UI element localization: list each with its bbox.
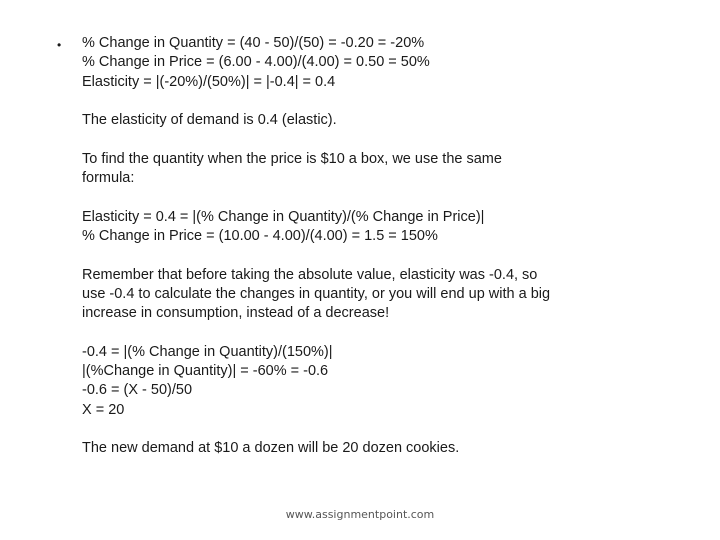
footer-website: www.assignmentpoint.com xyxy=(285,508,435,521)
text-line: To find the quantity when the price is $10 a box, we use the same xyxy=(82,150,502,167)
text-line: formula: xyxy=(82,170,135,187)
text-line: Remember that before taking the absolute value, elasticity was -0.4, so xyxy=(82,266,538,283)
text-line: The new demand at $10 a dozen will be 20 dozen cookies. xyxy=(82,440,460,457)
formula-block xyxy=(82,208,642,247)
text-line: -0.4 = |(% Change in Quantity)/(150%)| xyxy=(82,343,333,360)
text-line: |(%Change in Quantity)| = -60% = -0.6 xyxy=(82,363,329,380)
slide-body xyxy=(82,34,642,478)
text-line: % Change in Price = (10.00 - 4.00)/(4.00) = 1.5 = 150% xyxy=(82,227,438,244)
solution-block xyxy=(82,343,642,420)
text-line: use -0.4 to calculate the changes in quantity, or you will end up with a big xyxy=(82,285,551,302)
text-line: % Change in Quantity = (40 - 50)/(50) = -0.20 = -20% xyxy=(82,35,425,51)
calculation-block xyxy=(82,34,642,92)
text-line: Elasticity = 0.4 = |(% Change in Quantity)/(% Change in Price)| xyxy=(82,208,485,225)
text-line: X = 20 xyxy=(82,401,125,418)
text-line: increase in consumption, instead of a decrease! xyxy=(82,305,390,322)
text-line: The elasticity of demand is 0.4 (elastic). xyxy=(82,112,337,129)
text-line: Elasticity = |(-20%)/(50%)| = |-0.4| = 0.4 xyxy=(82,73,336,90)
bullet-marker: • xyxy=(57,38,62,52)
text-line: -0.6 = (X - 50)/50 xyxy=(82,382,193,399)
final-answer-paragraph xyxy=(82,439,642,458)
intro-paragraph xyxy=(82,150,642,189)
reminder-paragraph xyxy=(82,266,642,324)
text-line: % Change in Price = (6.00 - 4.00)/(4.00) = 0.50 = 50% xyxy=(82,54,430,71)
conclusion-paragraph xyxy=(82,111,642,130)
